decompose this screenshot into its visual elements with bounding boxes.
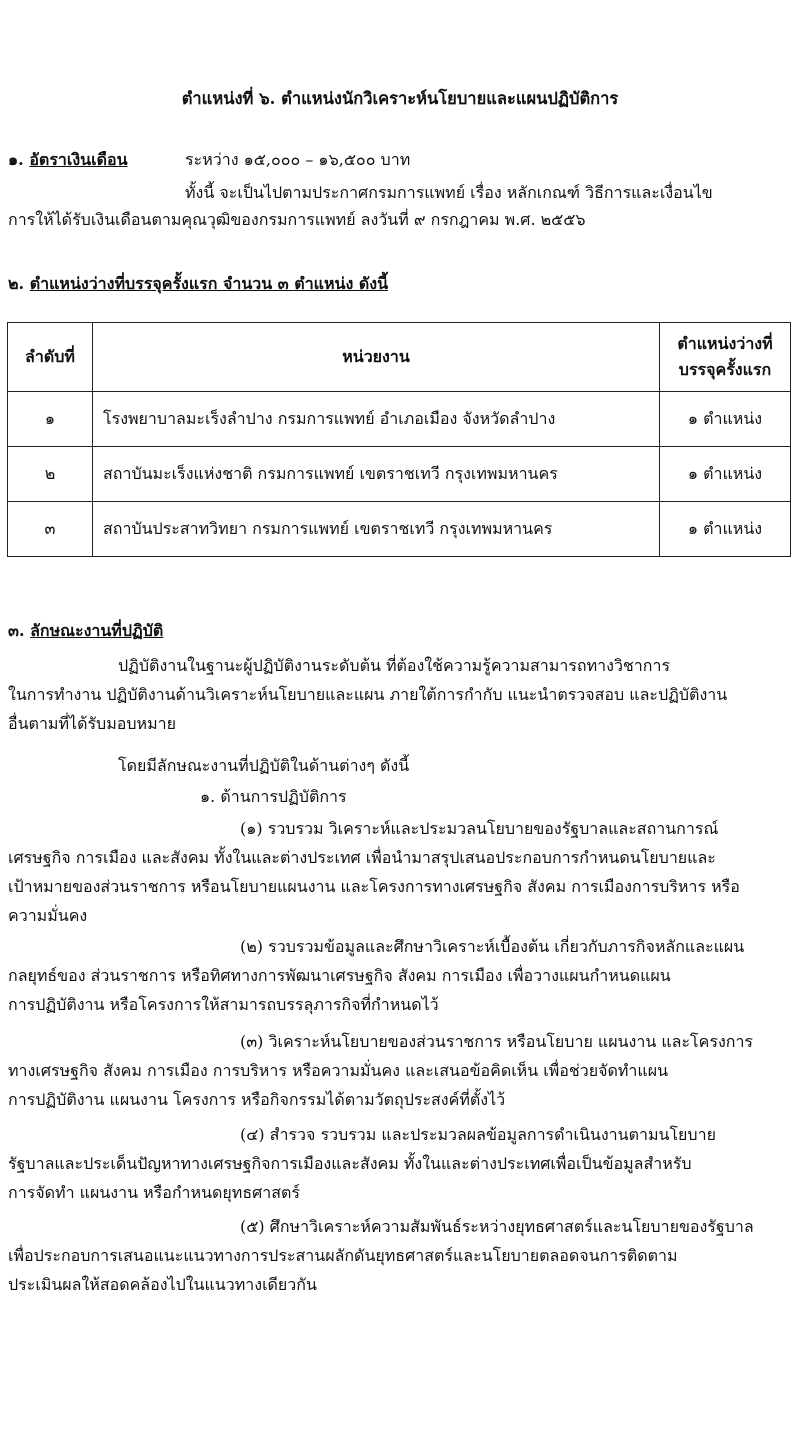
item5-line3: ประเมินผลให้สอดคล้องไปในแนวทางเดียวกัน — [8, 1275, 317, 1294]
salary-note-line1: ทั้งนี้ จะเป็นไปตามประกาศกรมการแพทย์ เรื่อง หลักเกณฑ์ วิธีการและเงื่อนไข — [185, 183, 713, 202]
row-order: ๒ — [8, 447, 93, 502]
duties-intro: โดยมีลักษณะงานที่ปฏิบัติในด้านต่างๆ ดังนี้ — [118, 756, 410, 775]
item1-line3: เป้าหมายของส่วนราชการ หรือนโยบายแผนงาน และโครงการทางเศรษฐกิจ สังคม การเมืองการบริหาร หรือ — [8, 877, 740, 896]
item4-line2: รัฐบาลและประเด็นปัญหาทางเศรษฐกิจการเมืองและสังคม ทั้งในและต่างประเทศเพื่อเป็นข้อมูลสำหรับ — [8, 1154, 692, 1173]
col-vacancy-header — [660, 323, 791, 392]
section3-title: ลักษณะงานที่ปฏิบัติ — [30, 621, 164, 640]
row-unit: สถาบันประสาทวิทยา กรมการแพทย์ เขตราชเทวี กรุงเทพมหานคร — [93, 502, 660, 557]
section3-heading — [8, 620, 163, 642]
item5-line2: เพื่อประกอบการเสนอแนะแนวทางการประสานผลักดันยุทธศาสตร์และนโยบายตลอดจนการติดตาม — [8, 1246, 678, 1265]
salary-range: ระหว่าง ๑๕,๐๐๐ – ๑๖,๕๐๐ บาท — [185, 150, 411, 169]
item2-line3: การปฏิบัติงาน หรือโครงการให้สามารถบรรลุภารกิจที่กำหนดไว้ — [8, 995, 439, 1014]
para1-line2: ในการทำงาน ปฏิบัติงานด้านวิเคราะห์นโยบายและแผน ภายใต้การกำกับ แนะนำตรวจสอบ และปฏิบัติงาน — [8, 685, 728, 704]
item2-line2: กลยุทธ์ของ ส่วนราชการ หรือทิศทางการพัฒนาเศรษฐกิจ สังคม การเมือง เพื่อวางแผนกำหนดแผน — [8, 966, 671, 985]
col-vacancy-header-line2: บรรจุครั้งแรก — [678, 360, 772, 379]
item4-line1: (๔) สำรวจ รวบรวม และประมวลผลข้อมูลการดำเนินงานตามนโยบาย — [240, 1125, 716, 1144]
item1-line4: ความมั่นคง — [8, 906, 88, 925]
item3-line1: (๓) วิเคราะห์นโยบายของส่วนราชการ หรือนโยบาย แผนงาน และโครงการ — [240, 1032, 754, 1051]
duties-subheading: ๑. ด้านการปฏิบัติการ — [200, 787, 347, 806]
row-vacancy: ๑ ตำแหน่ง — [660, 392, 791, 447]
item4-line3: การจัดทำ แผนงาน หรือกำหนดยุทธศาสตร์ — [8, 1183, 300, 1202]
table-header-row — [8, 323, 791, 392]
table-row — [8, 392, 791, 447]
para1-line3: อื่นตามที่ได้รับมอบหมาย — [8, 714, 176, 733]
item5-line1: (๕) ศึกษาวิเคราะห์ความสัมพันธ์ระหว่างยุทธศาสตร์และนโยบายของรัฐบาล — [240, 1217, 754, 1236]
para1-line1: ปฏิบัติงานในฐานะผู้ปฏิบัติงานระดับต้น ที่ต้องใช้ความรู้ความสามารถทางวิชาการ — [118, 656, 671, 675]
section1-heading — [8, 149, 128, 171]
col-unit-header: หน่วยงาน — [93, 323, 660, 392]
section2-number: ๒. — [8, 274, 25, 293]
row-vacancy: ๑ ตำแหน่ง — [660, 447, 791, 502]
row-order: ๑ — [8, 392, 93, 447]
row-unit: สถาบันมะเร็งแห่งชาติ กรมการแพทย์ เขตราชเทวี กรุงเทพมหานคร — [93, 447, 660, 502]
item1-line2: เศรษฐกิจ การเมือง และสังคม ทั้งในและต่างประเทศ เพื่อนำมาสรุปเสนอประกอบการกำหนดนโยบายและ — [8, 848, 716, 867]
table-row — [8, 502, 791, 557]
section2-title: ตำแหน่งว่างที่บรรจุครั้งแรก จำนวน ๓ ตำแหน่ง ดังนี้ — [29, 274, 388, 293]
section2-heading — [8, 273, 388, 295]
item3-line2: ทางเศรษฐกิจ สังคม การเมือง การบริหาร หรือความมั่นคง และเสนอข้อคิดเห็น เพื่อช่วยจัดทำแผน — [8, 1061, 669, 1080]
section1-title: อัตราเงินเดือน — [29, 150, 128, 169]
item2-line1: (๒) รวบรวมข้อมูลและศึกษาวิเคราะห์เบื้องต้น เกี่ยวกับภารกิจหลักและแผน — [240, 937, 745, 956]
col-order-header: ลำดับที่ — [8, 323, 93, 392]
section1-number: ๑. — [8, 150, 24, 169]
page-title: ตำแหน่งที่ ๖. ตำแหน่งนักวิเคราะห์นโยบายและแผนปฏิบัติการ — [181, 89, 619, 108]
row-vacancy: ๑ ตำแหน่ง — [660, 502, 791, 557]
row-order: ๓ — [8, 502, 93, 557]
salary-note-line2: การให้ได้รับเงินเดือนตามคุณวุฒิของกรมการแพทย์ ลงวันที่ ๙ กรกฎาคม พ.ศ. ๒๕๕๖ — [8, 210, 586, 229]
vacancy-table — [7, 322, 791, 557]
table-row — [8, 447, 791, 502]
item1-line1: (๑) รวบรวม วิเคราะห์และประมวลนโยบายของรัฐบาลและสถานการณ์ — [240, 819, 719, 838]
item3-line3: การปฏิบัติงาน แผนงาน โครงการ หรือกิจกรรมได้ตามวัตถุประสงค์ที่ตั้งไว้ — [8, 1090, 506, 1109]
col-vacancy-header-line1: ตำแหน่งว่างที่ — [677, 334, 773, 353]
section3-number: ๓. — [8, 621, 25, 640]
row-unit: โรงพยาบาลมะเร็งลำปาง กรมการแพทย์ อำเภอเมือง จังหวัดลำปาง — [93, 392, 660, 447]
